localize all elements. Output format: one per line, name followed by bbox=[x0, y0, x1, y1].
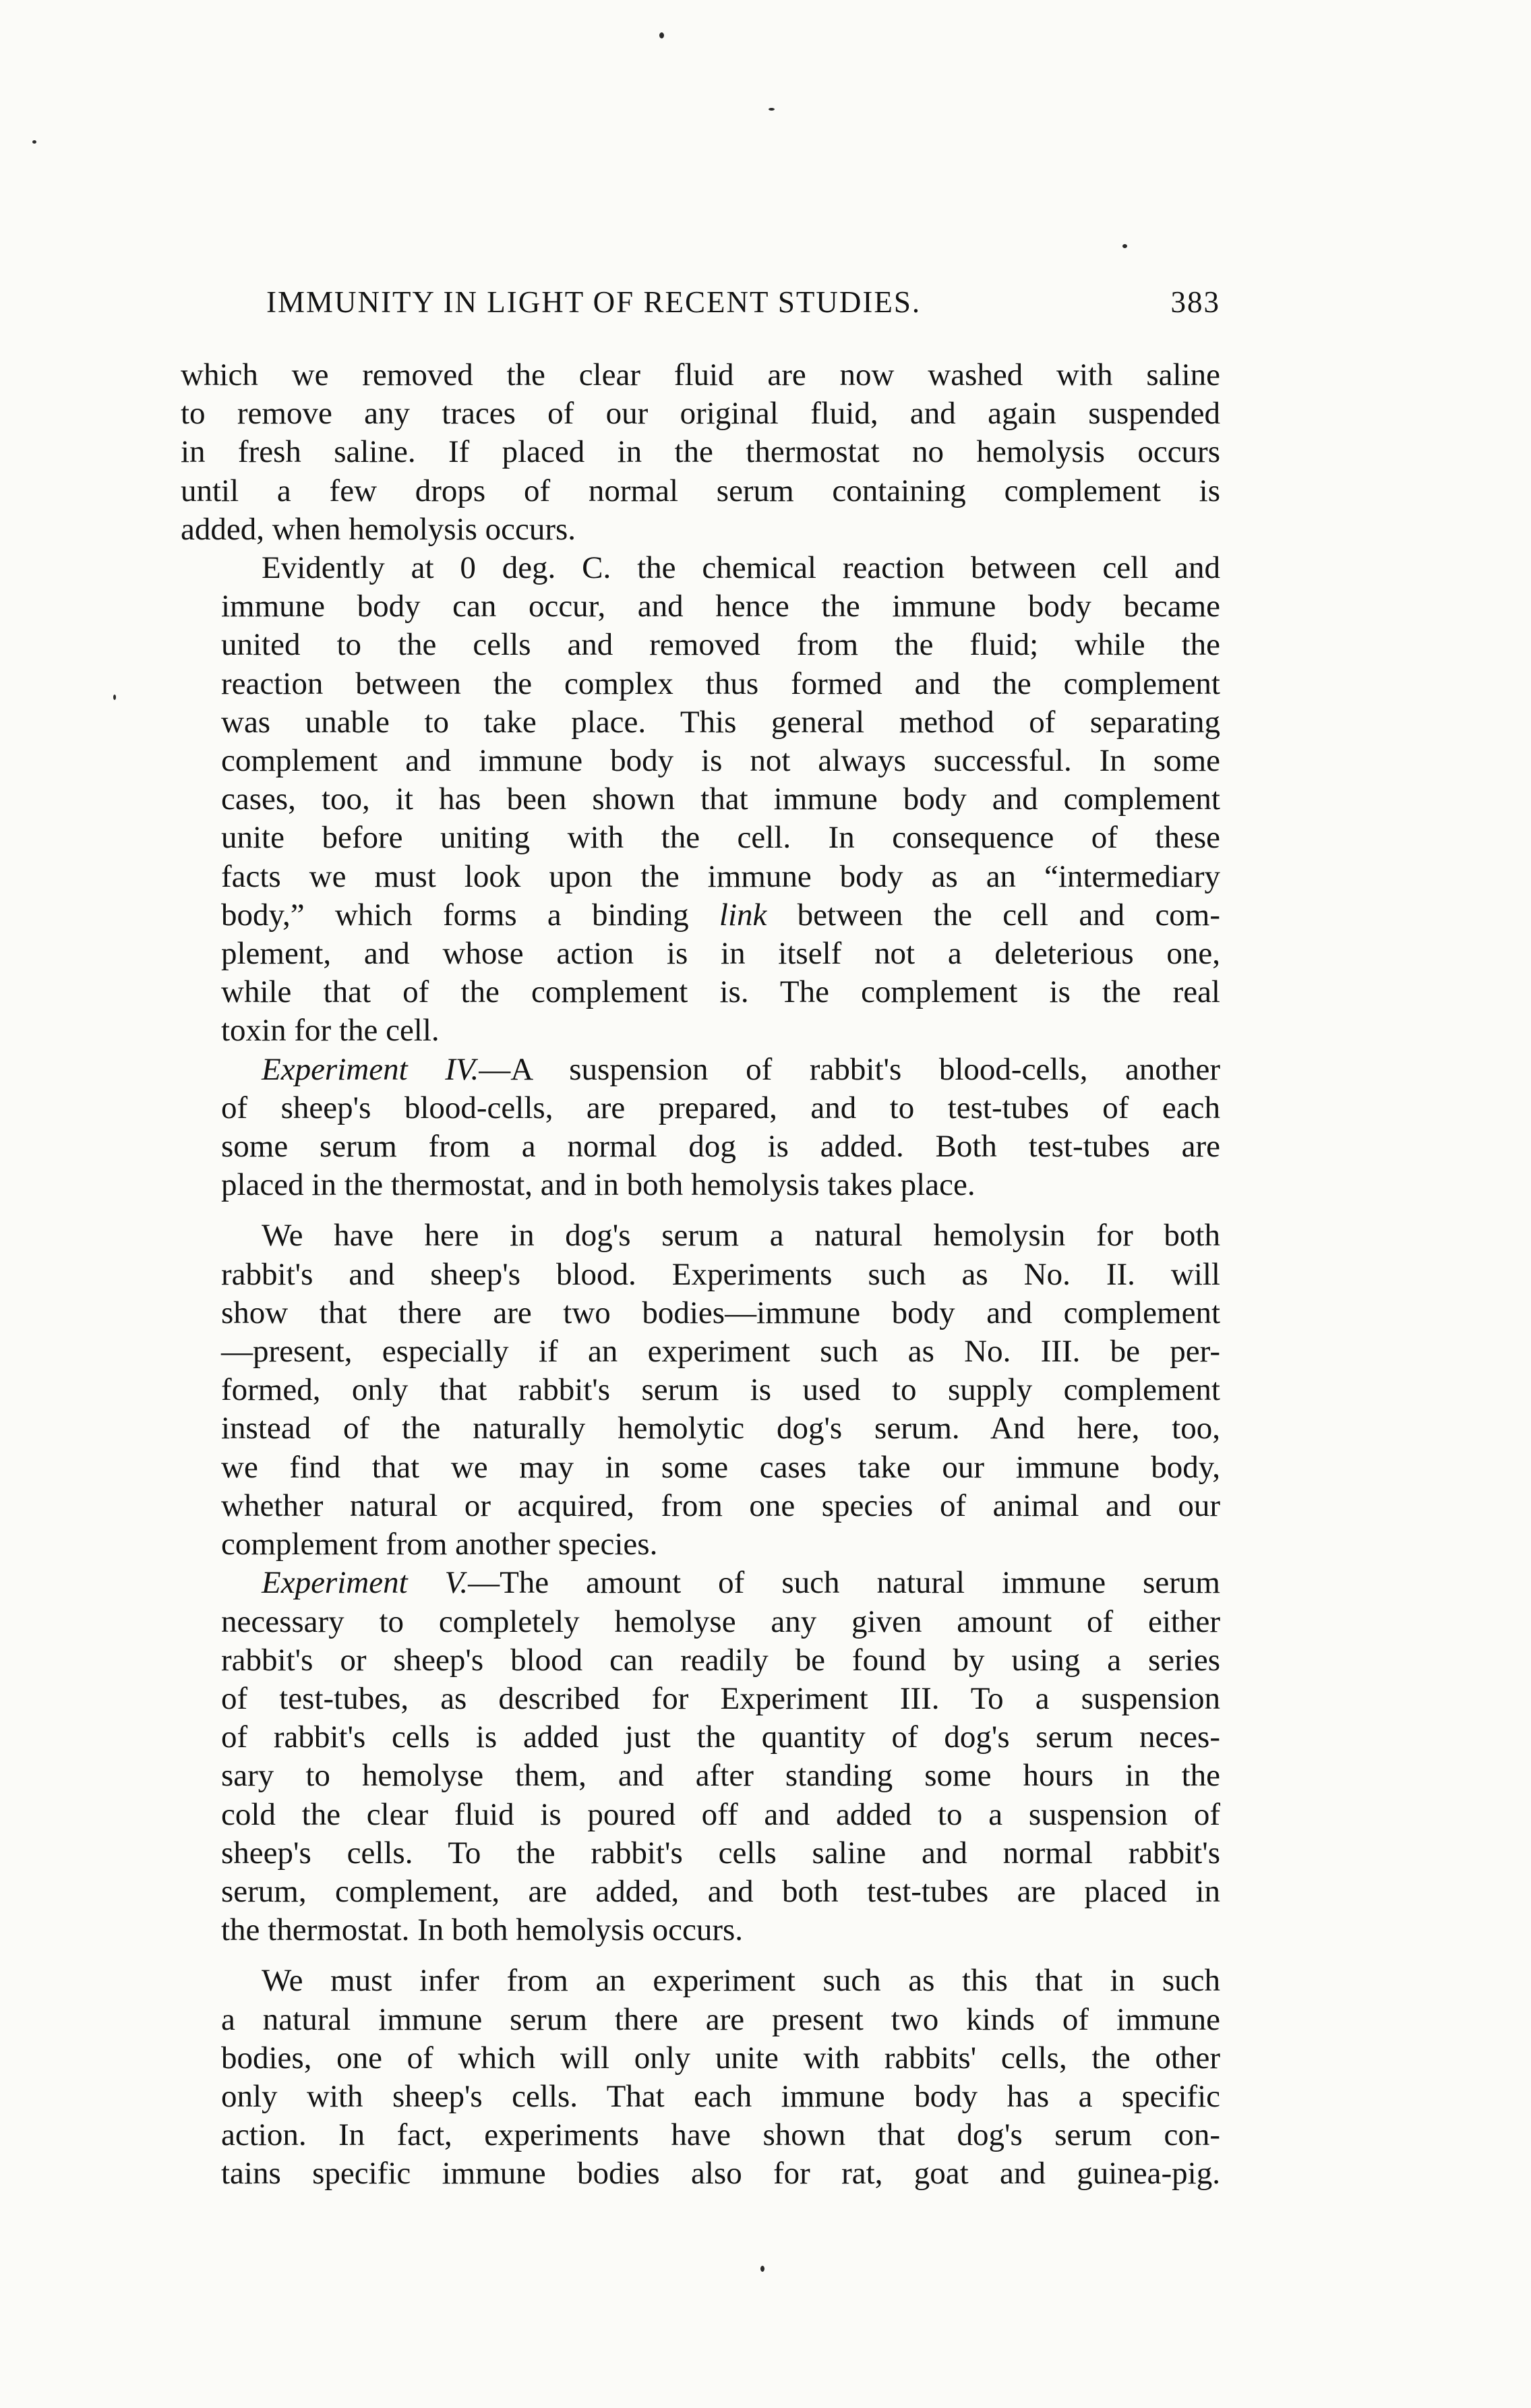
text-line: —present, especially if an experiment such as No. III. be per- bbox=[221, 1334, 1220, 1370]
ink-speck bbox=[760, 2266, 764, 2272]
ink-speck bbox=[769, 108, 775, 111]
ink-speck bbox=[113, 695, 116, 700]
text-line bbox=[181, 1564, 1220, 1602]
text-line: show that there are two bodies—immune body and complement bbox=[221, 1295, 1220, 1330]
text-line: serum, complement, are added, and both test-tubes are placed in bbox=[221, 1873, 1220, 1909]
page-number: 383 bbox=[1170, 285, 1220, 319]
text-line bbox=[181, 1051, 1220, 1089]
text-line: necessary to completely hemolyse any given amount of either bbox=[221, 1604, 1220, 1639]
text-line: we find that we may in some cases take our immune body, bbox=[221, 1449, 1220, 1485]
line-text: —A suspension of rabbit's blood-cells, another bbox=[479, 1051, 1220, 1087]
text-line: was unable to take place. This general method of separating bbox=[221, 704, 1220, 740]
line-end: between the cell and com- bbox=[797, 897, 1220, 933]
experiment-label: Experiment V. bbox=[262, 1565, 469, 1601]
text-line: placed in the thermostat, and in both hemolysis takes place. bbox=[221, 1167, 975, 1203]
text-line: immune body can occur, and hence the immune body became bbox=[221, 589, 1220, 624]
text-line: united to the cells and removed from the fluid; while the bbox=[221, 627, 1220, 663]
line-start: body,” which forms a binding bbox=[221, 897, 689, 933]
experiment-label: Experiment IV. bbox=[262, 1051, 479, 1087]
paragraph-experiment-iv bbox=[181, 1051, 1220, 1205]
text-line: a natural immune serum there are present two kinds of immune bbox=[221, 2001, 1220, 2037]
text-line: sheep's cells. To the rabbit's cells saline and normal rabbit's bbox=[221, 1835, 1220, 1871]
running-head-title: IMMUNITY IN LIGHT OF RECENT STUDIES. bbox=[266, 285, 922, 319]
body-text bbox=[181, 356, 1220, 2194]
text-line: some serum from a normal dog is added. Both test-tubes are bbox=[221, 1129, 1220, 1165]
text-line: instead of the naturally hemolytic dog's serum. And here, too, bbox=[221, 1411, 1220, 1446]
text-line-with-italic bbox=[181, 896, 1220, 935]
text-line: complement and immune body is not always successful. In some bbox=[221, 743, 1220, 779]
text-line: which we removed the clear fluid are now washed with saline bbox=[181, 357, 1220, 392]
text-line: in fresh saline. If placed in the thermostat no hemolysis occurs bbox=[181, 434, 1220, 470]
text-line: of rabbit's cells is added just the quantity of dog's serum neces- bbox=[221, 1720, 1220, 1755]
text-line: of sheep's blood-cells, are prepared, and to test-tubes of each bbox=[221, 1090, 1220, 1125]
text-line: sary to hemolyse them, and after standing some hours in the bbox=[221, 1758, 1220, 1794]
text-line: while that of the complement is. The complement is the real bbox=[221, 974, 1220, 1010]
text-line: bodies, one of which will only unite with rabbits' cells, the other bbox=[221, 2040, 1220, 2076]
text-line: the thermostat. In both hemolysis occurs. bbox=[221, 1912, 744, 1948]
text-line: cases, too, it has been shown that immune body and complement bbox=[221, 782, 1220, 817]
text-line: unite before uniting with the cell. In consequence of these bbox=[221, 820, 1220, 856]
text-line: We have here in dog's serum a natural hemolysin for both bbox=[262, 1218, 1220, 1254]
text-line: facts we must look upon the immune body as an “intermediary bbox=[221, 858, 1220, 894]
text-line: tains specific immune bodies also for rat, goat and guinea-pig. bbox=[221, 2156, 1220, 2192]
text-line: only with sheep's cells. That each immune body has a specific bbox=[221, 2078, 1220, 2114]
text-line: reaction between the complex thus formed and the complement bbox=[221, 666, 1220, 701]
paragraph bbox=[181, 549, 1220, 1051]
text-line: rabbit's or sheep's blood can readily be found by using a series bbox=[221, 1642, 1220, 1678]
text-line: cold the clear fluid is poured off and added to a suspension of bbox=[221, 1796, 1220, 1832]
text-line: of test-tubes, as described for Experiment III. To a suspension bbox=[221, 1680, 1220, 1716]
text-line: complement from another species. bbox=[221, 1527, 658, 1562]
text-line: to remove any traces of our original fluid, and again suspended bbox=[181, 396, 1220, 432]
text-line: toxin for the cell. bbox=[221, 1013, 440, 1049]
text-line: added, when hemolysis occurs. bbox=[181, 511, 576, 547]
paragraph bbox=[181, 356, 1220, 549]
running-head bbox=[266, 282, 1220, 322]
text-line: action. In fact, experiments have shown that dog's serum con- bbox=[221, 2117, 1220, 2153]
text-line: until a few drops of normal serum containing complement is bbox=[181, 473, 1220, 508]
line-text: —The amount of such natural immune serum bbox=[468, 1565, 1220, 1601]
text-line: Evidently at 0 deg. C. the chemical reaction between cell and bbox=[262, 550, 1220, 586]
text-line: We must infer from an experiment such as this that in such bbox=[262, 1963, 1220, 1999]
paragraph bbox=[181, 1962, 1220, 2193]
text-line: formed, only that rabbit's serum is used to supply complement bbox=[221, 1372, 1220, 1408]
text-line: rabbit's and sheep's blood. Experiments such as No. II. will bbox=[221, 1256, 1220, 1292]
ink-speck bbox=[1122, 244, 1127, 248]
text-line: whether natural or acquired, from one species of animal and our bbox=[221, 1488, 1220, 1523]
ink-speck bbox=[659, 32, 664, 38]
text-line: plement, and whose action is in itself not a deleterious one, bbox=[221, 936, 1220, 972]
ink-speck bbox=[32, 140, 36, 144]
paragraph-experiment-v bbox=[181, 1564, 1220, 1949]
italic-word: link bbox=[719, 897, 767, 933]
paragraph bbox=[181, 1216, 1220, 1564]
